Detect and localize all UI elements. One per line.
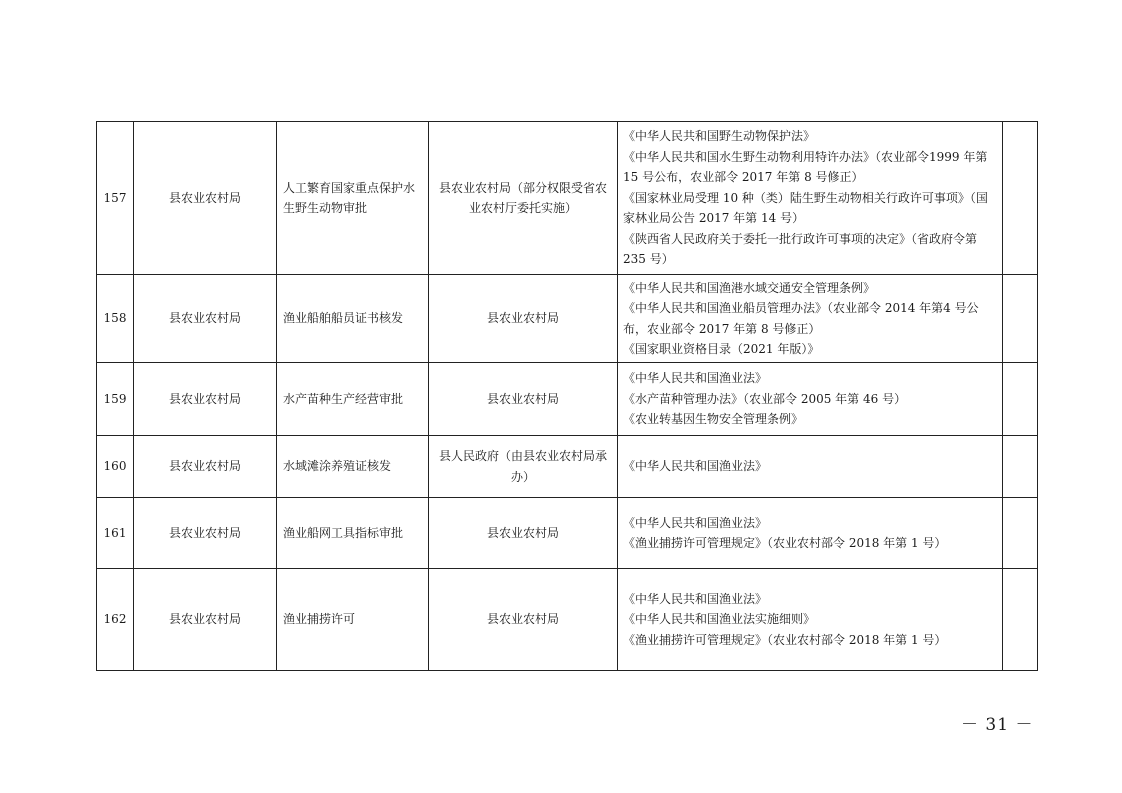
row-number: 161	[97, 498, 134, 569]
legal-basis-line: 《陕西省人民政府关于委托一批行政许可事项的决定》（省政府令第 235 号）	[623, 231, 978, 267]
implementing-body-cell: 县农业农村局	[429, 569, 618, 671]
row-number: 157	[97, 122, 134, 275]
item-name-cell: 渔业船网工具指标审批	[277, 498, 429, 569]
row-number: 158	[97, 275, 134, 363]
note-cell	[1003, 275, 1038, 363]
table-row	[97, 363, 1038, 436]
item-name-cell: 渔业捕捞许可	[277, 569, 429, 671]
legal-basis-line: 《中华人民共和国渔港水域交通安全管理条例》	[623, 280, 876, 295]
legal-basis-cell	[618, 363, 1003, 436]
department-cell: 县农业农村局	[134, 569, 277, 671]
department-cell: 县农业农村局	[134, 275, 277, 363]
note-cell	[1003, 569, 1038, 671]
item-name-cell: 水产苗种生产经营审批	[277, 363, 429, 436]
legal-basis-line: 《国家职业资格目录（2021 年版）》	[623, 342, 820, 356]
note-cell	[1003, 363, 1038, 436]
legal-basis-line: 《农业转基因生物安全管理条例》	[623, 412, 804, 427]
table-row	[97, 569, 1038, 671]
legal-basis-cell	[618, 569, 1003, 671]
legal-basis-line: 《渔业捕捞许可管理规定》（农业农村部令 2018 年第 1 号）	[623, 632, 947, 647]
implementing-body-cell: 县农业农村局	[429, 275, 618, 363]
row-number: 162	[97, 569, 134, 671]
table-row	[97, 436, 1038, 498]
legal-basis-line: 《中华人民共和国渔业法》	[623, 371, 768, 386]
legal-basis-cell	[618, 275, 1003, 363]
legal-basis-line: 《中华人民共和国渔业法》	[623, 591, 768, 606]
row-number: 160	[97, 436, 134, 498]
legal-basis-line: 《渔业捕捞许可管理规定》（农业农村部令 2018 年第 1 号）	[623, 536, 947, 550]
department-cell: 县农业农村局	[134, 122, 277, 275]
table-row	[97, 122, 1038, 275]
department-cell: 县农业农村局	[134, 436, 277, 498]
legal-basis-line: 《中华人民共和国渔业船员管理办法》（农业部令 2014 年第4 号公布，农业部令 2017 年第 8 号修正）	[623, 301, 979, 336]
legal-basis-cell	[618, 498, 1003, 569]
legal-basis-cell	[618, 436, 1003, 498]
note-cell	[1003, 122, 1038, 275]
implementing-body-cell: 县农业农村局	[429, 498, 618, 569]
item-name-cell: 人工繁育国家重点保护水生野生动物审批	[277, 122, 429, 275]
legal-basis-line: 《水产苗种管理办法》（农业部令 2005 年第 46 号）	[623, 391, 907, 406]
page-number: － 31 －	[961, 715, 1034, 735]
item-name-cell: 水域滩涂养殖证核发	[277, 436, 429, 498]
item-name-cell: 渔业船舶船员证书核发	[277, 275, 429, 363]
approval-items-table	[96, 121, 1038, 671]
legal-basis-line: 《中华人民共和国渔业法》	[623, 459, 768, 474]
department-cell: 县农业农村局	[134, 498, 277, 569]
row-number: 159	[97, 363, 134, 436]
legal-basis-line: 《中华人民共和国水生野生动物利用特许办法》（农业部令1999 年第 15 号公布，农业部令 2017 年第 8 号修正）	[623, 149, 988, 185]
table-row	[97, 275, 1038, 363]
department-cell: 县农业农村局	[134, 363, 277, 436]
legal-basis-cell	[618, 122, 1003, 275]
legal-basis-line: 《中华人民共和国渔业法实施细则》	[623, 612, 816, 627]
note-cell	[1003, 498, 1038, 569]
legal-basis-line: 《中华人民共和国渔业法》	[623, 515, 768, 530]
implementing-body-cell: 县农业农村局（部分权限受省农业农村厅委托实施）	[429, 122, 618, 275]
implementing-body-cell: 县人民政府（由县农业农村局承办）	[429, 436, 618, 498]
note-cell	[1003, 436, 1038, 498]
implementing-body-cell: 县农业农村局	[429, 363, 618, 436]
legal-basis-line: 《中华人民共和国野生动物保护法》	[623, 129, 816, 144]
table-row	[97, 498, 1038, 569]
legal-basis-line: 《国家林业局受理 10 种（类）陆生野生动物相关行政许可事项》（国家林业局公告 2017 年第 14 号）	[623, 190, 988, 226]
